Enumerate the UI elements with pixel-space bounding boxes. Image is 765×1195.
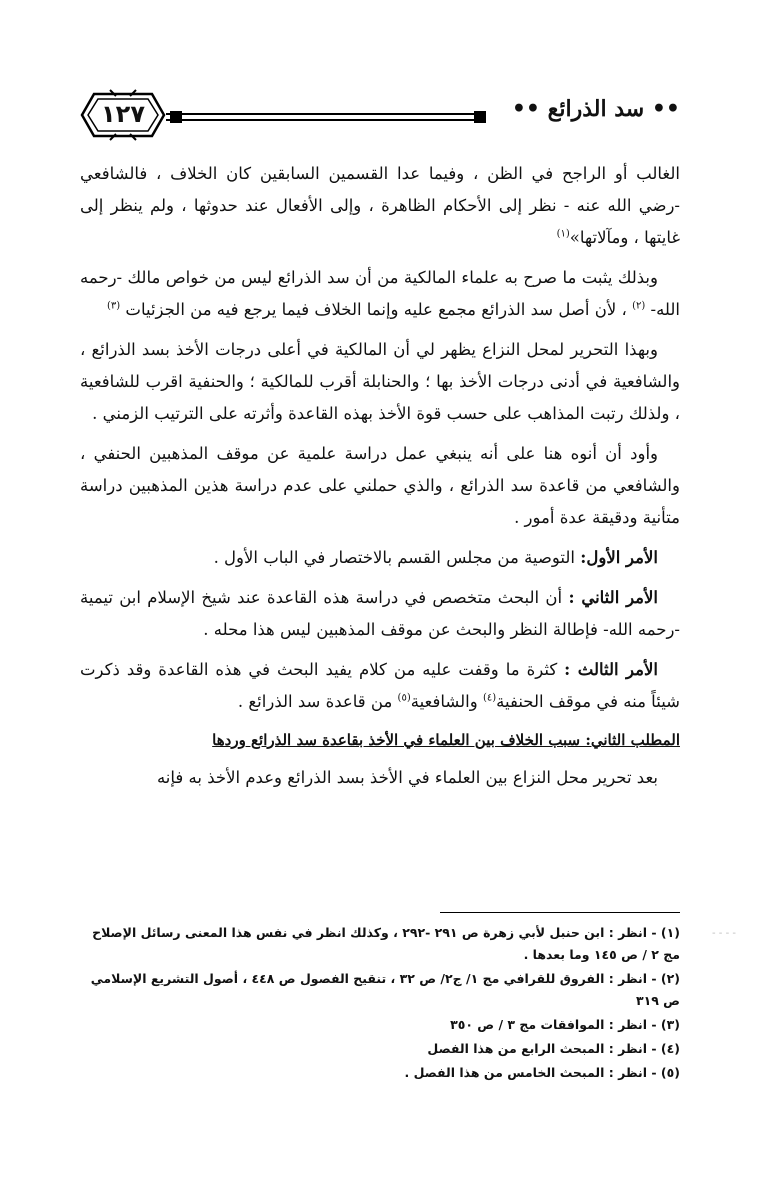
footnote-3: (٣) - انظر : الموافقات مج ٣ / ص ٣٥٠: [450, 1017, 680, 1032]
section-heading: المطلب الثاني: سبب الخلاف بين العلماء في الأخذ بقاعدة سد الذرائع وردها: [212, 731, 680, 749]
paragraph-5: بعد تحرير محل النزاع بين العلماء في الأخذ بسد الذرائع وعدم الأخذ به فإنه: [156, 768, 658, 787]
item-3-label: الأمر الثالث :: [564, 660, 658, 679]
paragraph-2: وبذلك يثبت ما صرح به علماء المالكية من أن سد الذرائع ليس من خواص مالك -رحمه الله- $^{(٢)}$ ، لأن أصل سد الذرائع مجمع عليه وإنما الخلاف فيما يرجع فيه من الجزئيات $^{(٣)}$: [80, 268, 680, 319]
footnote-ref-2[interactable]: (٢): [632, 300, 646, 312]
footnote-ref-4[interactable]: (٤): [482, 692, 497, 704]
paragraph-1: الغالب أو الراجح في الظن ، وفيما عدا القسمين السابقين كان الخلاف ، فالشافعي -رضي الله عنه - نظر إلى الأحكام الظاهرة ، وإلى الأفعال عند حدوثها ، ولم ينظر إلى غايتها ، ومآلاتها»$^{(١)}$: [80, 164, 680, 247]
footnote-2: (٢) - انظر : الفروق للقرافي مج ١/ ج٢/ ص ٣٢ ، تنقيح الفصول ص ٤٤٨ ، أصول التشريع الإسلامي ص ٣١٩: [90, 971, 680, 1008]
footnote-1: (١) - انظر : ابن حنبل لأبي زهرة ص ٢٩١ -٢٩٢ ، وكذلك انظر في نفس هذا المعنى رسائل الإصلاح مج ٢ / ص ١٤٥ وما بعدها .: [92, 925, 680, 962]
footnote-ref-3[interactable]: (٣): [106, 300, 121, 312]
paragraph-4: وأود أن أنوه هنا على أنه ينبغي عمل دراسة علمية عن موقف المذهبين الحنفي ، والشافعي من قاعدة سد الذرائع ، والذي حملني على عدم دراسة هذين المذهبين دراسة متأنية ودقيقة عدة أمور .: [80, 444, 680, 527]
main-text: [80, 158, 680, 802]
list-item-3: الأمر الثالث : كثرة ما وقفت عليه من كلام يفيد البحث في هذه القاعدة وقد ذكرت شيئاً منه في موقف الحنفية$^{(٤)}$ والشافعية$^{(٥)}$ من قاعدة سد الذرائع .: [80, 660, 680, 711]
footnote-ref-1[interactable]: (١): [556, 228, 570, 240]
item-2-label: الأمر الثاني :: [568, 588, 658, 607]
list-item-2: الأمر الثاني : أن البحث متخصص في دراسة هذه القاعدة عند شيخ الإسلام ابن تيمية -رحمه الله- فإطالة النظر والبحث عن موقف المذهبين ليس هذا محله .: [80, 588, 680, 639]
page-number: ١٢٧: [101, 100, 145, 128]
footnote-divider: [440, 912, 680, 913]
running-title: •• سد الذرائع ••: [511, 96, 680, 122]
footnote-4: (٤) - انظر : المبحث الرابع من هذا الفصل: [427, 1041, 680, 1056]
margin-mark: - - - -: [712, 928, 736, 939]
footnotes: [80, 922, 680, 1086]
footnote-5: (٥) - انظر : المبحث الخامس من هذا الفصل .: [404, 1065, 680, 1080]
list-item-1: الأمر الأول: التوصية من مجلس القسم بالاختصار في الباب الأول .: [213, 548, 658, 567]
footnote-ref-5[interactable]: (٥): [397, 692, 411, 704]
page-header: [80, 88, 680, 144]
paragraph-3: وبهذا التحرير لمحل النزاع يظهر لي أن المالكية في أعلى درجات الأخذ بسد الذرائع ، والشافعية في أدنى درجات الأخذ بها ؛ والحنابلة أقرب للمالكية ؛ والحنفية اقرب للشافعية ، ولذلك رتبت المذاهب على حسب قوة الأخذ بهذه القاعدة وأثرته على الترتيب الزمني .: [80, 340, 680, 423]
item-1-label: الأمر الأول:: [580, 548, 658, 567]
header-rule: [166, 111, 486, 125]
page-number-badge: [80, 88, 166, 142]
